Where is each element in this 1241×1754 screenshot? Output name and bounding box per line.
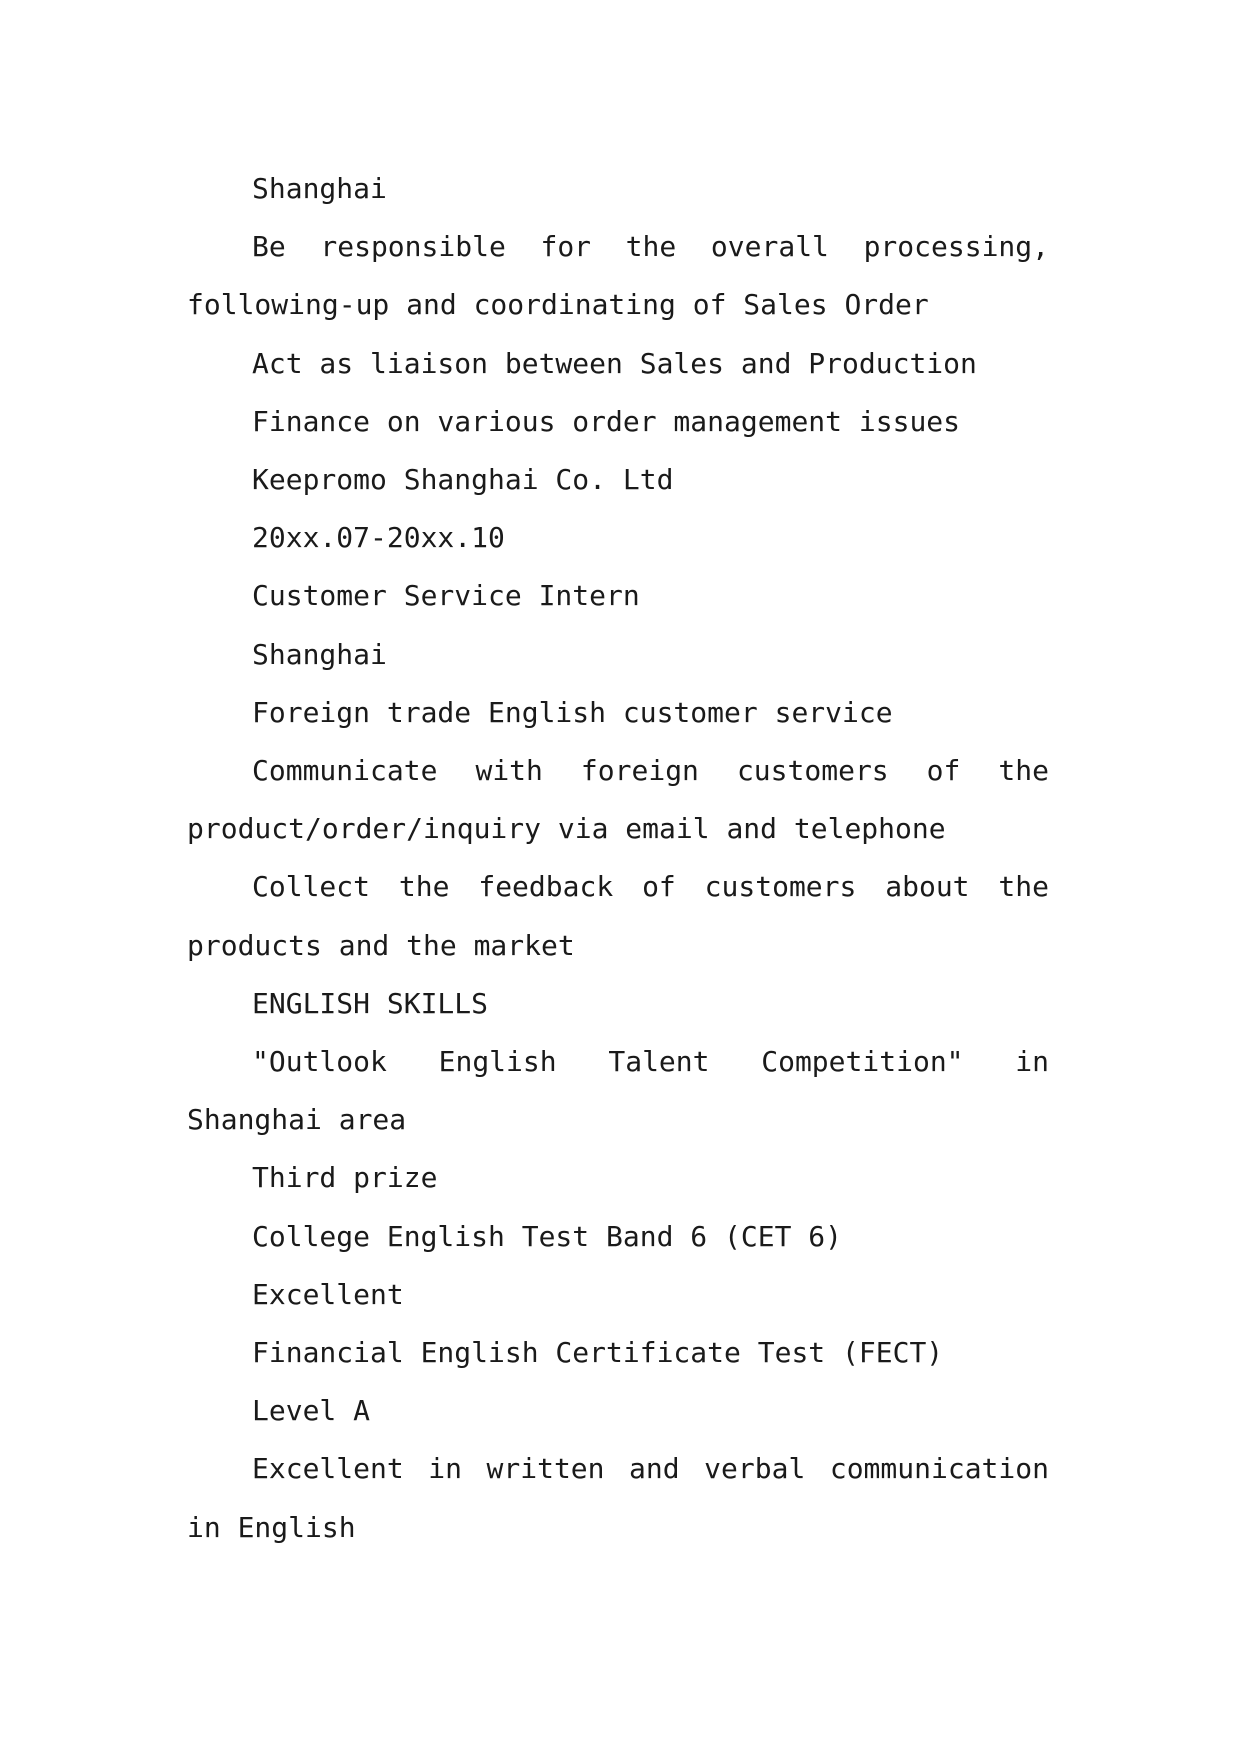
company-name: Keepromo Shanghai Co. Ltd [252, 463, 674, 497]
duty-line: Foreign trade English customer service [252, 695, 893, 729]
duty-line: Finance on various order management issues [252, 404, 961, 438]
certificate-result: Excellent [252, 1277, 404, 1311]
certificate-name: Financial English Certificate Test (FECT) [252, 1336, 944, 1370]
certificate-result: Level A [252, 1394, 371, 1428]
skill-paragraph: Excellent in written and verbal communication in English [187, 1452, 1049, 1544]
award-paragraph: "Outlook English Talent Competition" in Shanghai area [187, 1045, 1049, 1137]
location-text: Shanghai [252, 172, 387, 205]
duty-line: Act as liaison between Sales and Production [252, 346, 977, 380]
duty-paragraph: Be responsible for the overall processing, following-up and coordinating of Sales Order [187, 230, 1049, 322]
certificate-name: College English Test Band 6 (CET 6) [252, 1219, 843, 1253]
document-body [187, 160, 1049, 1557]
award-result: Third prize [252, 1161, 438, 1195]
date-range: 20xx.07-20xx.10 [252, 521, 505, 555]
duty-paragraph: Communicate with foreign customers of the product/order/inquiry via email and telephone [187, 754, 1049, 846]
job-title: Customer Service Intern [252, 579, 640, 613]
location-text: Shanghai [252, 637, 387, 671]
section-heading: ENGLISH SKILLS [252, 986, 489, 1020]
duty-paragraph: Collect the feedback of customers about the products and the market [187, 870, 1049, 962]
